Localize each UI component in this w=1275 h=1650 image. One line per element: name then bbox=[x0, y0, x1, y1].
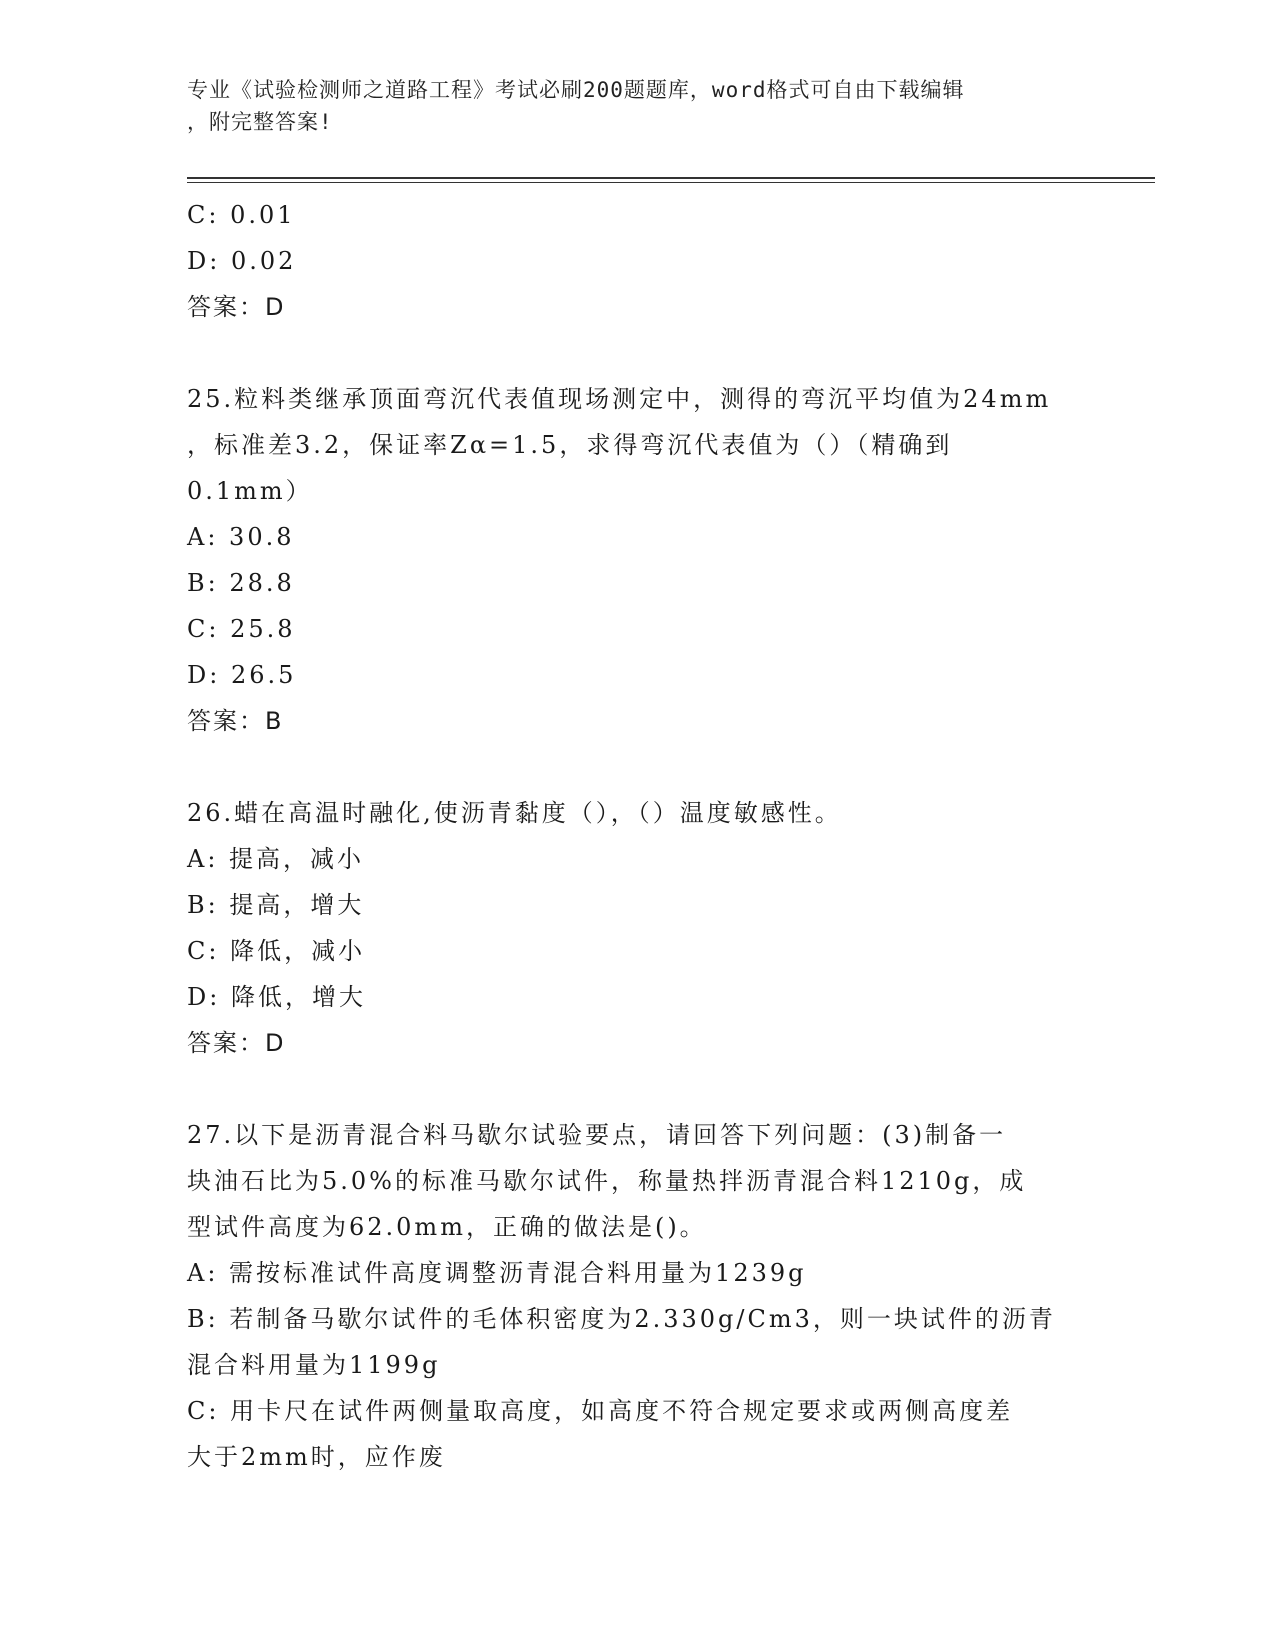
question-27 bbox=[187, 1112, 1087, 1480]
question-stem-line: 25.粒料类继承顶面弯沉代表值现场测定中，测得的弯沉平均值为24mm bbox=[187, 385, 1052, 413]
question-25 bbox=[187, 376, 1087, 744]
question-stem-line: 型试件高度为62.0mm，正确的做法是()。 bbox=[187, 1213, 707, 1241]
option-b-continuation: 混合料用量为1199g bbox=[187, 1351, 441, 1379]
answer-line: 答案：D bbox=[187, 293, 286, 321]
header-divider-thick bbox=[187, 177, 1155, 179]
document-header bbox=[187, 74, 1067, 138]
option-a: A: 提高，减小 bbox=[187, 845, 365, 873]
answer-line: 答案：B bbox=[187, 707, 284, 735]
question-spacer bbox=[187, 744, 1087, 790]
header-title-line-2: ，附完整答案! bbox=[187, 110, 333, 134]
question-24-tail bbox=[187, 192, 1087, 330]
option-c: C: 25.8 bbox=[187, 615, 296, 643]
question-stem-line: ，标准差3.2，保证率Zα=1.5，求得弯沉代表值为（）（精确到 bbox=[187, 431, 953, 459]
question-stem-line: 块油石比为5.0%的标准马歇尔试件，称量热拌沥青混合料1210g，成 bbox=[187, 1167, 1027, 1195]
header-title-line-1: 专业《试验检测师之道路工程》考试必刷200题题库，word格式可自由下载编辑 bbox=[187, 78, 965, 102]
option-d: D: 0.02 bbox=[187, 247, 297, 275]
option-d: D: 降低，增大 bbox=[187, 983, 366, 1011]
header-divider-thin bbox=[187, 182, 1155, 183]
option-b: B: 若制备马歇尔试件的毛体积密度为2.330g/Cm3，则一块试件的沥青 bbox=[187, 1305, 1056, 1333]
question-list bbox=[187, 192, 1087, 1480]
option-c: C: 用卡尺在试件两侧量取高度，如高度不符合规定要求或两侧高度差 bbox=[187, 1397, 1014, 1425]
question-stem-line: 27.以下是沥青混合料马歇尔试验要点，请回答下列问题：(3)制备一 bbox=[187, 1121, 1007, 1149]
option-a: A: 30.8 bbox=[187, 523, 295, 551]
question-spacer bbox=[187, 330, 1087, 376]
option-c-continuation: 大于2mm时，应作废 bbox=[187, 1443, 446, 1471]
question-stem-line: 26.蜡在高温时融化,使沥青黏度（），（）温度敏感性。 bbox=[187, 799, 842, 827]
option-a: A: 需按标准试件高度调整沥青混合料用量为1239g bbox=[187, 1259, 807, 1287]
option-c: C: 降低，减小 bbox=[187, 937, 366, 965]
question-spacer bbox=[187, 1066, 1087, 1112]
option-c: C: 0.01 bbox=[187, 201, 296, 229]
option-b: B: 提高，增大 bbox=[187, 891, 365, 919]
option-b: B: 28.8 bbox=[187, 569, 295, 597]
question-stem-line: 0.1mm） bbox=[187, 477, 313, 505]
option-d: D: 26.5 bbox=[187, 661, 297, 689]
question-26 bbox=[187, 790, 1087, 1066]
answer-line: 答案：D bbox=[187, 1029, 286, 1057]
